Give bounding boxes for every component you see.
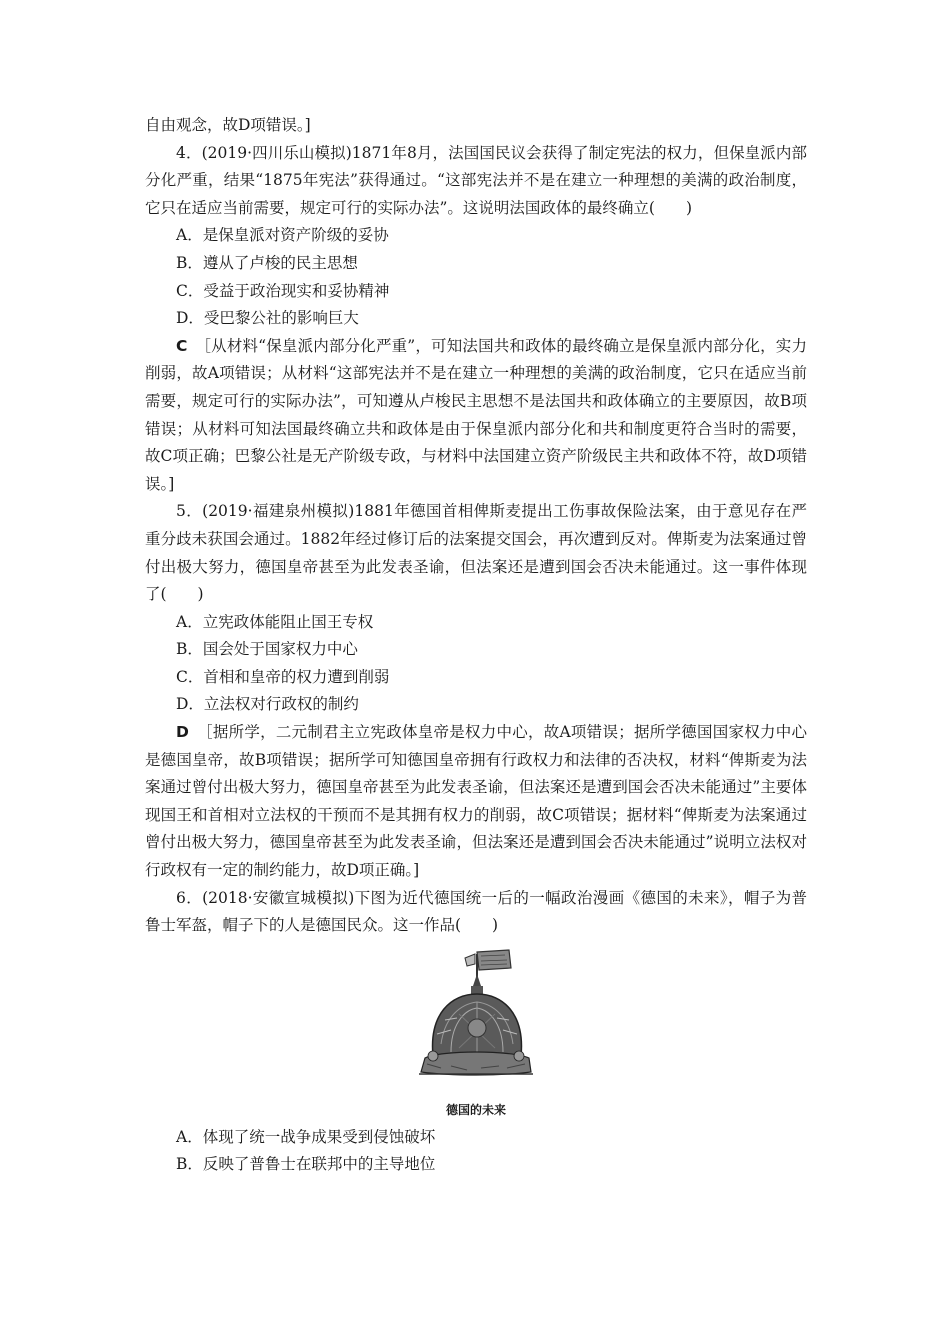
- question-4-answer: C: [176, 336, 188, 355]
- question-5-explanation: ［据所学，二元制君主立宪政体皇帝是权力中心，故A项错误；据所学德国国家权力中心是德国皇帝，故B项错误；据所学可知德国皇帝拥有行政权力和法律的否决权，材料“俾斯麦为法案通过曾付出极大努力，德国皇帝甚至为此发表圣谕，但法案还是遭到国会否决未能通过”主要体现国王和首相对立法权的干预而不是其拥有权力的削弱，故C项错误；据材料“俾斯麦为法案通过曾付出极大努力，德国皇帝甚至为此发表圣谕，但法案还是遭到国会否决未能通过”说明立法权对行政权有一定的制约能力，故D项正确。]: [145, 723, 807, 880]
- question-4-option-d: D．受巴黎公社的影响巨大: [176, 309, 359, 328]
- question-5-option-a: A．立宪政体能阻止国王专权: [176, 612, 374, 631]
- question-5-answer-block: [145, 719, 807, 885]
- helmet-icon: [433, 994, 522, 1056]
- cartoon-figure: [145, 944, 807, 1094]
- question-4-option-c: C．受益于政治现实和妥协精神: [176, 281, 390, 300]
- question-5-option-b: B．国会处于国家权力中心: [176, 640, 358, 659]
- crowd-icon: [419, 1051, 533, 1075]
- document-page: [145, 112, 807, 1179]
- question-4-stem: 4．(2019·四川乐山模拟)1871年8月，法国国民议会获得了制定宪法的权力，但保皇派内部分化严重，结果“1875年宪法”获得通过。“这部宪法并不是在建立一种理想的美满的政治制度，它只在适应当前需要，规定可行的实际办法”。这说明法国政体的最终确立( ): [145, 143, 807, 217]
- question-4-option-a: A．是保皇派对资产阶级的妥协: [176, 226, 389, 245]
- question-4-explanation: ［从材料“保皇派内部分化严重”，可知法国共和政体的最终确立是保皇派内部分化，实力削弱，故A项错误；从材料“这部宪法并不是在建立一种理想的美满的政治制度，它只在适应当前需要，规定可行的实际办法”，可知遵从卢梭民主思想不是法国共和政体确立的主要原因，故B项错误；从材料可知法国最终确立共和政体是由于保皇派内部分化和共和制度更符合当时的需要，故C项正确；巴黎公社是无产阶级专政，与材料中法国建立资产阶级民主共和政体不符，故D项错误。]: [145, 336, 807, 493]
- prussian-helmet-cartoon-image: [411, 944, 541, 1094]
- question-5-option-c: C．首相和皇帝的权力遭到削弱: [176, 667, 390, 686]
- question-6-option-a: A．体现了统一战争成果受到侵蚀破坏: [176, 1127, 436, 1146]
- flag-icon: [465, 950, 511, 986]
- figure-caption: 德国的未来: [445, 1102, 506, 1117]
- question-6-stem: 6．(2018·安徽宣城模拟)下图为近代德国统一后的一幅政治漫画《德国的未来》，帽子为普鲁士军盔，帽子下的人是德国民众。这一作品( ): [145, 888, 807, 935]
- question-5-answer: D: [176, 723, 189, 742]
- intro-tail-text: 自由观念，故D项错误。]: [145, 116, 311, 134]
- question-4-option-b: B．遵从了卢梭的民主思想: [176, 253, 358, 272]
- question-6-option-b: B．反映了普鲁士在联邦中的主导地位: [176, 1155, 436, 1174]
- question-4-answer-block: [145, 333, 807, 499]
- question-5-option-d: D．立法权对行政权的制约: [176, 695, 359, 714]
- question-5-stem: 5．(2019·福建泉州模拟)1881年德国首相俾斯麦提出工伤事故保险法案，由于意见存在严重分歧未获国会通过。1882年经过修订后的法案提交国会，再次遭到反对。俾斯麦为法案通过曾付出极大努力，德国皇帝甚至为此发表圣谕，但法案还是遭到国会否决未能通过。这一事件体现了( ): [145, 502, 807, 604]
